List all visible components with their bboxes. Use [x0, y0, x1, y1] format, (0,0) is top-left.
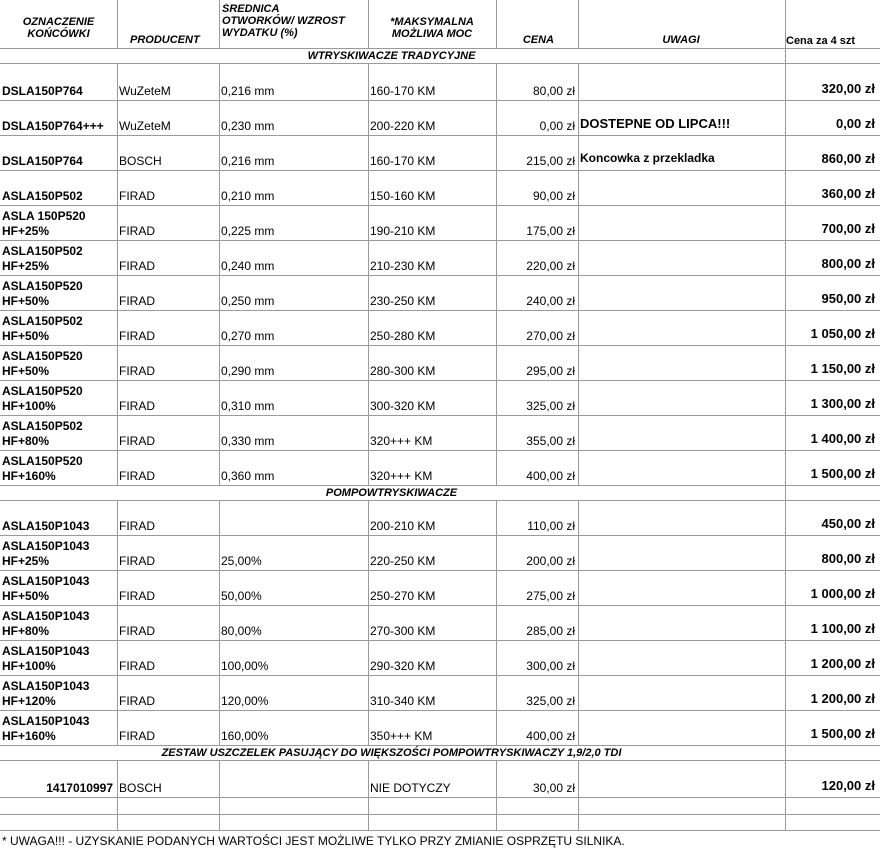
cell-srednica[interactable]: 0,216 mm [221, 154, 275, 168]
row-divider [0, 450, 880, 451]
row-divider [0, 830, 880, 831]
cell-cena[interactable]: 215,00 zł [526, 154, 575, 168]
cell-cena-za-4[interactable]: 700,00 zł [821, 222, 875, 236]
cell-cena[interactable]: 220,00 zł [526, 259, 575, 273]
cell-cena-za-4[interactable]: 1 400,00 zł [810, 432, 875, 446]
row-divider [0, 814, 880, 815]
cell-srednica[interactable]: 0,250 mm [221, 294, 275, 308]
cell-cena-za-4[interactable]: 320,00 zł [821, 82, 875, 96]
cell-kod[interactable]: ASLA150P1043 [2, 609, 90, 623]
cell-cena[interactable]: 295,00 zł [526, 364, 575, 378]
cell-moc[interactable]: 250-280 KM [370, 329, 436, 343]
cell-kod[interactable]: ASLA150P1043 [2, 574, 90, 588]
row-divider [0, 63, 880, 64]
cell-cena[interactable]: 270,00 zł [526, 329, 575, 343]
cell-kod-hf[interactable]: HF+25% [2, 259, 50, 273]
cell-producent[interactable]: WuZeteM [119, 119, 171, 133]
cell-kod[interactable]: ASLA150P502 [2, 419, 83, 433]
header-srednica[interactable] [222, 3, 368, 39]
cell-cena-za-4[interactable]: 1 150,00 zł [810, 362, 875, 376]
row-divider [0, 500, 880, 501]
cell-kod[interactable]: ASLA150P502 [2, 314, 83, 328]
row-divider [0, 605, 880, 606]
cell-cena[interactable]: 175,00 zł [526, 224, 575, 238]
cell-cena-za-4[interactable]: 1 300,00 zł [810, 397, 875, 411]
cell-cena-za-4[interactable]: 860,00 zł [821, 152, 875, 166]
cell-moc[interactable]: 200-210 KM [370, 519, 436, 533]
cell-kod-hf[interactable]: HF+50% [2, 294, 50, 308]
cell-cena-za-4[interactable]: 800,00 zł [821, 552, 875, 566]
header-producent[interactable]: PRODUCENT [130, 34, 200, 46]
header-cena[interactable]: CENA [522, 34, 554, 46]
row-divider [0, 100, 880, 101]
cell-cena[interactable]: 355,00 zł [526, 434, 575, 448]
cell-moc[interactable]: 320+++ KM [370, 434, 433, 448]
row-divider [0, 710, 880, 711]
cell-srednica[interactable]: 0,270 mm [221, 329, 275, 343]
cell-producent[interactable]: FIRAD [119, 554, 155, 568]
cell-cena[interactable]: 0,00 zł [539, 119, 575, 133]
header-cena-za-4[interactable]: Cena za 4 szt [786, 35, 856, 47]
header-uwagi[interactable]: UWAGI [662, 34, 700, 46]
cell-cena-za-4[interactable]: 1 500,00 zł [810, 727, 875, 741]
cell-kod[interactable]: DSLA150P764 [2, 84, 83, 98]
cell-srednica[interactable]: 80,00% [221, 624, 262, 638]
cell-cena-za-4[interactable]: 1 100,00 zł [810, 622, 875, 636]
row-divider [0, 797, 880, 798]
cell-moc[interactable]: 150-160 KM [370, 189, 436, 203]
cell-kod[interactable]: ASLA150P1043 [2, 714, 90, 728]
header-srednica-line2: OTWORKÓW/ WZROST [222, 15, 345, 27]
cell-kod-hf[interactable]: HF+100% [2, 399, 56, 413]
row-divider [0, 535, 880, 536]
header-oznaczenie-line2: KOŃCÓWKI [27, 28, 90, 40]
cell-srednica[interactable]: 160,00% [221, 729, 269, 743]
cell-moc[interactable]: 200-220 KM [370, 119, 436, 133]
cell-cena[interactable]: 325,00 zł [526, 399, 575, 413]
cell-uwagi[interactable]: DOSTEPNE OD LIPCA!!! [580, 117, 731, 131]
cell-producent[interactable]: FIRAD [119, 189, 155, 203]
cell-producent[interactable]: FIRAD [119, 224, 155, 238]
header-srednica-line3: WYDATKU (%) [222, 27, 298, 39]
cell-producent[interactable]: FIRAD [119, 729, 155, 743]
cell-srednica[interactable]: 0,330 mm [221, 434, 275, 448]
row-divider [0, 135, 880, 136]
section-pompowtryskiwacze[interactable]: POMPOWTRYSKIWACZE [0, 486, 783, 500]
cell-srednica[interactable]: 0,230 mm [221, 119, 275, 133]
cell-cena-za-4[interactable]: 1 500,00 zł [810, 467, 875, 481]
cell-kod-hf[interactable]: HF+25% [2, 554, 50, 568]
header-moc-line2: MOŻLIWA MOC [391, 28, 473, 40]
cell-kod-hf[interactable]: HF+50% [2, 589, 50, 603]
cell-kod[interactable]: ASLA150P502 [2, 189, 83, 203]
cell-moc[interactable]: 310-340 KM [370, 694, 436, 708]
cell-srednica[interactable]: 120,00% [221, 694, 269, 708]
cell-cena[interactable]: 80,00 zł [532, 84, 575, 98]
cell-kod-hf[interactable]: HF+50% [2, 329, 50, 343]
cell-srednica[interactable]: 100,00% [221, 659, 269, 673]
cell-srednica[interactable]: 0,290 mm [221, 364, 275, 378]
cell-kod-hf[interactable]: HF+80% [2, 434, 50, 448]
cell-kod[interactable]: ASLA150P520 [2, 454, 83, 468]
cell-cena[interactable]: 285,00 zł [526, 624, 575, 638]
row-divider [0, 380, 880, 381]
cell-producent[interactable]: FIRAD [119, 589, 155, 603]
row-divider [0, 640, 880, 641]
cell-kod-hf[interactable]: HF+160% [2, 469, 56, 483]
cell-cena[interactable]: 400,00 zł [526, 729, 575, 743]
cell-moc[interactable]: 230-250 KM [370, 294, 436, 308]
cell-srednica[interactable]: 50,00% [221, 589, 262, 603]
cell-cena[interactable]: 300,00 zł [526, 659, 575, 673]
cell-cena-za-4[interactable]: 0,00 zł [835, 117, 875, 131]
row-divider [0, 345, 880, 346]
header-moc[interactable] [368, 16, 496, 40]
cell-cena-za-4[interactable]: 360,00 zł [821, 187, 875, 201]
cell-cena[interactable]: 325,00 zł [526, 694, 575, 708]
cell-kod[interactable]: ASLA150P502 [2, 244, 83, 258]
section-wtryskiwacze-tradycyjne[interactable]: WTRYSKIWACZE TRADYCYJNE [0, 49, 783, 63]
cell-moc[interactable]: 280-300 KM [370, 364, 436, 378]
cell-moc[interactable]: 220-250 KM [370, 554, 436, 568]
cell-cena[interactable]: 240,00 zł [526, 294, 575, 308]
cell-kod-hf[interactable]: HF+160% [2, 729, 56, 743]
cell-kod-hf[interactable]: HF+120% [2, 694, 56, 708]
cell-cena-za-4[interactable]: 450,00 zł [821, 517, 875, 531]
row-divider [0, 275, 880, 276]
section-zestaw-uszczelek[interactable]: ZESTAW USZCZELEK PASUJĄCY DO WIĘKSZOŚCI POMPOWTRYSKIWACZY 1,9/2,0 TDI [0, 746, 783, 760]
cell-moc[interactable]: 210-230 KM [370, 259, 436, 273]
row-divider [0, 415, 880, 416]
cell-kod-hf[interactable]: HF+25% [2, 224, 50, 238]
cell-cena[interactable]: 90,00 zł [532, 189, 575, 203]
cell-cena[interactable]: 275,00 zł [526, 589, 575, 603]
cell-kod[interactable]: ASLA 150P520 [2, 209, 86, 223]
cell-producent[interactable]: FIRAD [119, 259, 155, 273]
cell-moc[interactable]: 300-320 KM [370, 399, 436, 413]
cell-cena-za-4[interactable]: 1 200,00 zł [810, 692, 875, 706]
cell-producent[interactable]: FIRAD [119, 364, 155, 378]
cell-srednica[interactable]: 0,360 mm [221, 469, 275, 483]
cell-kod[interactable]: ASLA150P1043 [2, 519, 90, 533]
row-divider [0, 205, 880, 206]
cell-moc[interactable]: 350+++ KM [370, 729, 433, 743]
header-moc-line1: *MAKSYMALNA [390, 16, 474, 28]
footnote: * UWAGA!!! - UZYSKANIE PODANYCH WARTOŚCI JEST MOŻLIWE TYLKO PRZY ZMIANIE OSPRZĘTU SILNIKA. [2, 834, 625, 848]
row-divider [0, 170, 880, 171]
header-oznaczenie-line1: OZNACZENIE [22, 16, 95, 28]
cell-srednica[interactable]: 0,225 mm [221, 224, 275, 238]
cell-kod[interactable]: ASLA150P1043 [2, 679, 90, 693]
cell-kod[interactable]: ASLA150P520 [2, 349, 83, 363]
cell-kod-hf[interactable]: HF+80% [2, 624, 50, 638]
cell-cena-za-4[interactable]: 1 200,00 zł [810, 657, 875, 671]
row-divider [0, 310, 880, 311]
cell-producent[interactable]: FIRAD [119, 399, 155, 413]
cell-moc[interactable]: 290-320 KM [370, 659, 436, 673]
cell-srednica[interactable]: 0,240 mm [221, 259, 275, 273]
cell-srednica[interactable]: 0,310 mm [221, 399, 275, 413]
cell-cena[interactable]: 110,00 zł [527, 519, 575, 533]
cell-cena-za-4[interactable]: 120,00 zł [821, 779, 875, 793]
cell-kod[interactable]: 1417010997 [46, 781, 113, 795]
row-divider [0, 760, 880, 761]
cell-producent[interactable]: FIRAD [119, 329, 155, 343]
cell-producent[interactable]: FIRAD [119, 624, 155, 638]
cell-cena-za-4[interactable]: 1 000,00 zł [810, 587, 875, 601]
cell-cena[interactable]: 400,00 zł [526, 469, 575, 483]
cell-srednica[interactable]: 25,00% [221, 554, 262, 568]
cell-producent[interactable]: BOSCH [119, 154, 162, 168]
cell-cena[interactable]: 30,00 zł [532, 781, 575, 795]
cell-producent[interactable]: BOSCH [119, 781, 162, 795]
cell-kod-hf[interactable]: HF+50% [2, 364, 50, 378]
cell-producent[interactable]: FIRAD [119, 434, 155, 448]
cell-producent[interactable]: FIRAD [119, 659, 155, 673]
cell-moc[interactable]: 190-210 KM [370, 224, 436, 238]
cell-producent[interactable]: FIRAD [119, 519, 155, 533]
cell-moc[interactable]: 270-300 KM [370, 624, 436, 638]
cell-kod[interactable]: ASLA150P520 [2, 279, 83, 293]
cell-cena-za-4[interactable]: 800,00 zł [821, 257, 875, 271]
row-divider [0, 675, 880, 676]
cell-kod[interactable]: ASLA150P1043 [2, 539, 90, 553]
cell-srednica[interactable]: 0,216 mm [221, 84, 275, 98]
cell-cena[interactable]: 200,00 zł [526, 554, 575, 568]
cell-moc[interactable]: 250-270 KM [370, 589, 436, 603]
cell-producent[interactable]: FIRAD [119, 294, 155, 308]
header-oznaczenie[interactable] [0, 16, 117, 40]
cell-cena-za-4[interactable]: 1 050,00 zł [810, 327, 875, 341]
cell-kod-hf[interactable]: HF+100% [2, 659, 56, 673]
cell-kod[interactable]: DSLA150P764 [2, 154, 83, 168]
cell-producent[interactable]: WuZeteM [119, 84, 171, 98]
cell-kod[interactable]: DSLA150P764+++ [2, 119, 104, 133]
cell-moc[interactable]: 160-170 KM [370, 154, 436, 168]
cell-kod[interactable]: ASLA150P1043 [2, 644, 90, 658]
row-divider [0, 240, 880, 241]
row-divider [0, 570, 880, 571]
cell-moc[interactable]: 160-170 KM [370, 84, 436, 98]
cell-kod[interactable]: ASLA150P520 [2, 384, 83, 398]
cell-moc[interactable]: 320+++ KM [370, 469, 433, 483]
cell-moc[interactable]: NIE DOTYCZY [370, 781, 451, 795]
cell-srednica[interactable]: 0,210 mm [221, 189, 275, 203]
cell-producent[interactable]: FIRAD [119, 469, 155, 483]
cell-producent[interactable]: FIRAD [119, 694, 155, 708]
header-srednica-line1: ŚREDNICA [222, 3, 280, 15]
cell-cena-za-4[interactable]: 950,00 zł [821, 292, 875, 306]
cell-uwagi[interactable]: Koncowka z przekladka [580, 151, 715, 165]
